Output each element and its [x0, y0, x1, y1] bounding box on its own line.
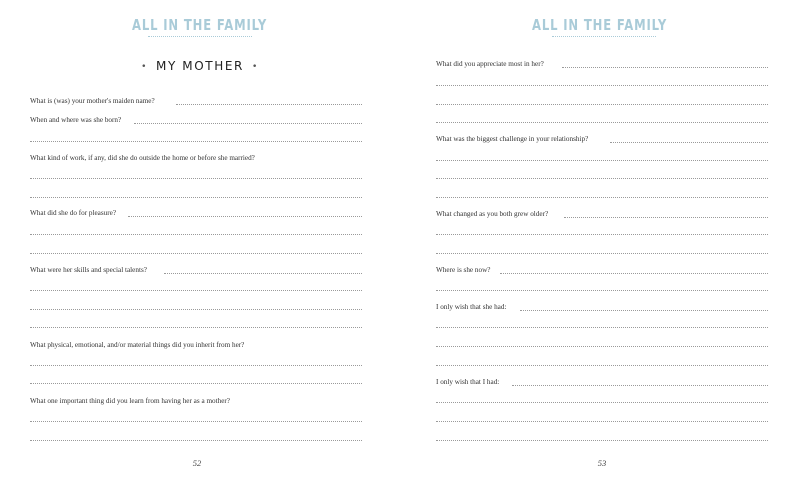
- answer-line[interactable]: [436, 327, 768, 328]
- answer-line-pleasure[interactable]: [128, 216, 362, 217]
- answer-line[interactable]: [30, 290, 362, 291]
- right-header-rule: [552, 36, 656, 37]
- left-header-title: ALL IN THE FAMILY: [132, 16, 268, 34]
- answer-line[interactable]: [30, 327, 362, 328]
- question-wish-i-had: I only wish that I had:: [436, 378, 500, 386]
- answer-line[interactable]: [30, 197, 362, 198]
- answer-line[interactable]: [30, 440, 362, 441]
- section-title: [0, 59, 400, 73]
- answer-line[interactable]: [30, 141, 362, 142]
- right-header-title: ALL IN THE FAMILY: [532, 16, 668, 34]
- question-challenge: What was the biggest challenge in your relationship?: [436, 135, 589, 143]
- answer-line-changed[interactable]: [564, 217, 768, 218]
- answer-line[interactable]: [30, 178, 362, 179]
- right-page: [400, 0, 800, 491]
- answer-line[interactable]: [436, 365, 768, 366]
- right-page-header: [400, 16, 800, 36]
- question-wish-she-had: I only wish that she had:: [436, 303, 507, 311]
- answer-line[interactable]: [436, 346, 768, 347]
- answer-line[interactable]: [30, 365, 362, 366]
- bullet-dot-left: •: [141, 62, 148, 72]
- answer-line-skills[interactable]: [164, 273, 362, 274]
- question-skills: What were her skills and special talents?: [30, 266, 147, 274]
- question-where-now: Where is she now?: [436, 266, 491, 274]
- bullet-dot-right: •: [251, 62, 259, 72]
- answer-line-challenge[interactable]: [610, 142, 768, 143]
- answer-line[interactable]: [436, 104, 768, 105]
- question-pleasure: What did she do for pleasure?: [30, 209, 117, 217]
- answer-line[interactable]: [436, 160, 768, 161]
- question-inherit: What physical, emotional, and/or material things did you inherit from her?: [30, 341, 245, 349]
- answer-line-wish-she-had[interactable]: [520, 310, 768, 311]
- answer-line[interactable]: [436, 178, 768, 179]
- page-number-right: 53: [597, 458, 607, 468]
- left-header-rule: [148, 36, 252, 37]
- answer-line[interactable]: [436, 290, 768, 291]
- answer-line[interactable]: [436, 234, 768, 235]
- section-title-text: MY MOTHER: [156, 59, 244, 73]
- question-work: What kind of work, if any, did she do outside the home or before she married?: [30, 154, 255, 162]
- answer-line[interactable]: [436, 253, 768, 254]
- answer-line[interactable]: [436, 197, 768, 198]
- answer-line[interactable]: [30, 309, 362, 310]
- question-birthplace: When and where was she born?: [30, 116, 122, 124]
- answer-line[interactable]: [436, 421, 768, 422]
- answer-line-where-now[interactable]: [500, 273, 768, 274]
- question-changed: What changed as you both grew older?: [436, 210, 549, 218]
- answer-line[interactable]: [436, 122, 768, 123]
- answer-line-maiden-name[interactable]: [176, 104, 362, 105]
- answer-line[interactable]: [436, 402, 768, 403]
- answer-line[interactable]: [30, 421, 362, 422]
- answer-line[interactable]: [436, 85, 768, 86]
- answer-line[interactable]: [30, 234, 362, 235]
- answer-line[interactable]: [30, 383, 362, 384]
- left-page-header: [0, 16, 400, 36]
- answer-line[interactable]: [436, 440, 768, 441]
- answer-line-birthplace[interactable]: [134, 123, 362, 124]
- question-appreciate: What did you appreciate most in her?: [436, 60, 544, 68]
- answer-line[interactable]: [30, 253, 362, 254]
- page-number-left: 52: [192, 458, 202, 468]
- question-important-lesson: What one important thing did you learn from having her as a mother?: [30, 397, 230, 405]
- answer-line-wish-i-had[interactable]: [512, 385, 768, 386]
- answer-line-appreciate[interactable]: [562, 67, 768, 68]
- question-maiden-name: What is (was) your mother's maiden name?: [30, 97, 155, 105]
